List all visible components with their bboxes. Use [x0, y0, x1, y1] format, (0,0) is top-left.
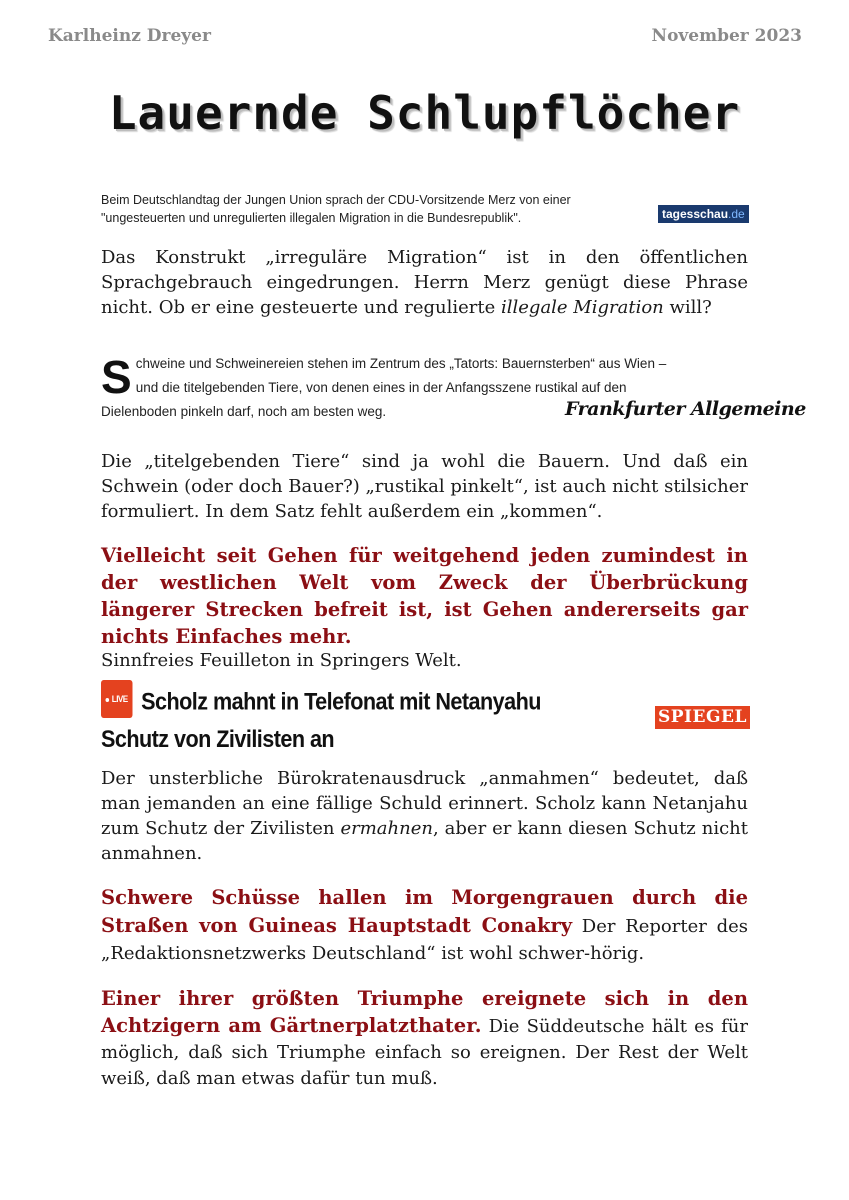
- comment-emphasis: ermahnen: [340, 818, 433, 839]
- spiegel-headline-line: Schutz von Zivilisten an: [101, 726, 335, 753]
- faz-quote-line: und die titelgebenden Tiere, von denen eines in der Anfangsszene rustikal auf den: [135, 380, 627, 395]
- spiegel-headline-line: [101, 684, 605, 722]
- comment-text: , aber er kann diesen Schutz nicht anmahnen.: [101, 818, 749, 864]
- welt-headline: Vielleicht seit Gehen für weitgehend jeden zumindest in der westlichen Welt vom Zweck der Überbrückung längerer Strecken befreit ist, ist Gehen andererseits gar nichts Einfaches mehr.: [101, 544, 748, 648]
- spiegel-logo: SPIEGEL: [655, 706, 750, 729]
- rnd-section: [101, 884, 748, 967]
- welt-comment: Sinnfreies Feuilleton in Springers Welt.: [101, 650, 462, 671]
- author-name: Karlheinz Dreyer: [48, 26, 211, 46]
- sz-headline: Einer ihrer größten Triumphe ereignete sich in den Achtzigern am Gärtnerplatzthater.: [101, 987, 748, 1037]
- faz-quote-line: chweine und Schweinereien stehen im Zentrum des „Tatorts: Bauernsterben“ aus Wien –: [135, 356, 667, 371]
- live-badge: [101, 680, 132, 718]
- live-label: LIVE: [111, 694, 128, 704]
- sz-comment: Die Süddeutsche hält es für möglich, daß sich Triumphe einfach so ereignen. Der Rest der Welt weiß, daß man etwas dafür tun muß.: [101, 1016, 748, 1089]
- rnd-comment: Der Reporter des „Redaktionsnetzwerks Deutschland“ ist wohl schwer-hörig.: [101, 916, 748, 964]
- comment-text: will?: [663, 297, 712, 318]
- comment-text: Der unsterbliche Bürokratenausdruck „anmahmen“ bedeutet, daß man jemanden an eine fällige Schuld erinnert. Scholz kann Netanjahu zum Schutz der Zivilisten: [101, 768, 748, 839]
- tagesschau-quote-line: "ungesteuerten und unregulierten illegalen Migration in die Bundesrepublik".: [101, 211, 522, 225]
- sz-section: [101, 986, 748, 1092]
- faz-dropcap: S: [101, 351, 132, 403]
- page-title: Lauernde Schlupflöcher: [108, 86, 741, 140]
- comment-emphasis: illegale Migration: [501, 297, 664, 318]
- tagesschau-logo-text: tagesschau: [662, 207, 729, 221]
- faz-quote-line: Dielenboden pinkeln darf, noch am besten weg.: [101, 404, 387, 419]
- tagesschau-logo-suffix: .de: [728, 207, 745, 221]
- tagesschau-quote-line: Beim Deutschlandtag der Jungen Union sprach der CDU-Vorsitzende Merz von einer: [101, 193, 571, 207]
- tagesschau-comment: [101, 245, 748, 320]
- tagesschau-quote: [101, 191, 646, 227]
- tagesschau-logo: [658, 205, 749, 223]
- faz-comment: Die „titelgebenden Tiere“ sind ja wohl die Bauern. Und daß ein Schwein (oder doch Bauer?) „rustikal pinkelt“, ist auch nicht stilsicher formuliert. In dem Satz fehlt außerdem ein „kommen“.: [101, 451, 748, 522]
- live-dot-icon: [106, 698, 110, 702]
- comment-text: Das Konstrukt „irreguläre Migration“ ist in den öffentlichen Sprachgebrauch eingedrungen. Herrn Merz genügt diese Phrase nicht. Ob er eine gesteuerte und regulierte: [101, 247, 748, 318]
- spiegel-headline-text: Scholz mahnt in Telefonat mit Netanyahu: [141, 688, 541, 716]
- spiegel-comment: [101, 766, 748, 866]
- rnd-headline: Schwere Schüsse hallen im Morgengrauen durch die Straßen von Guineas Hauptstadt Conakry: [101, 886, 748, 937]
- faz-logo: Frankfurter Allgemeine: [565, 398, 806, 420]
- spiegel-headline: [101, 684, 661, 758]
- publication-date: November 2023: [651, 26, 802, 46]
